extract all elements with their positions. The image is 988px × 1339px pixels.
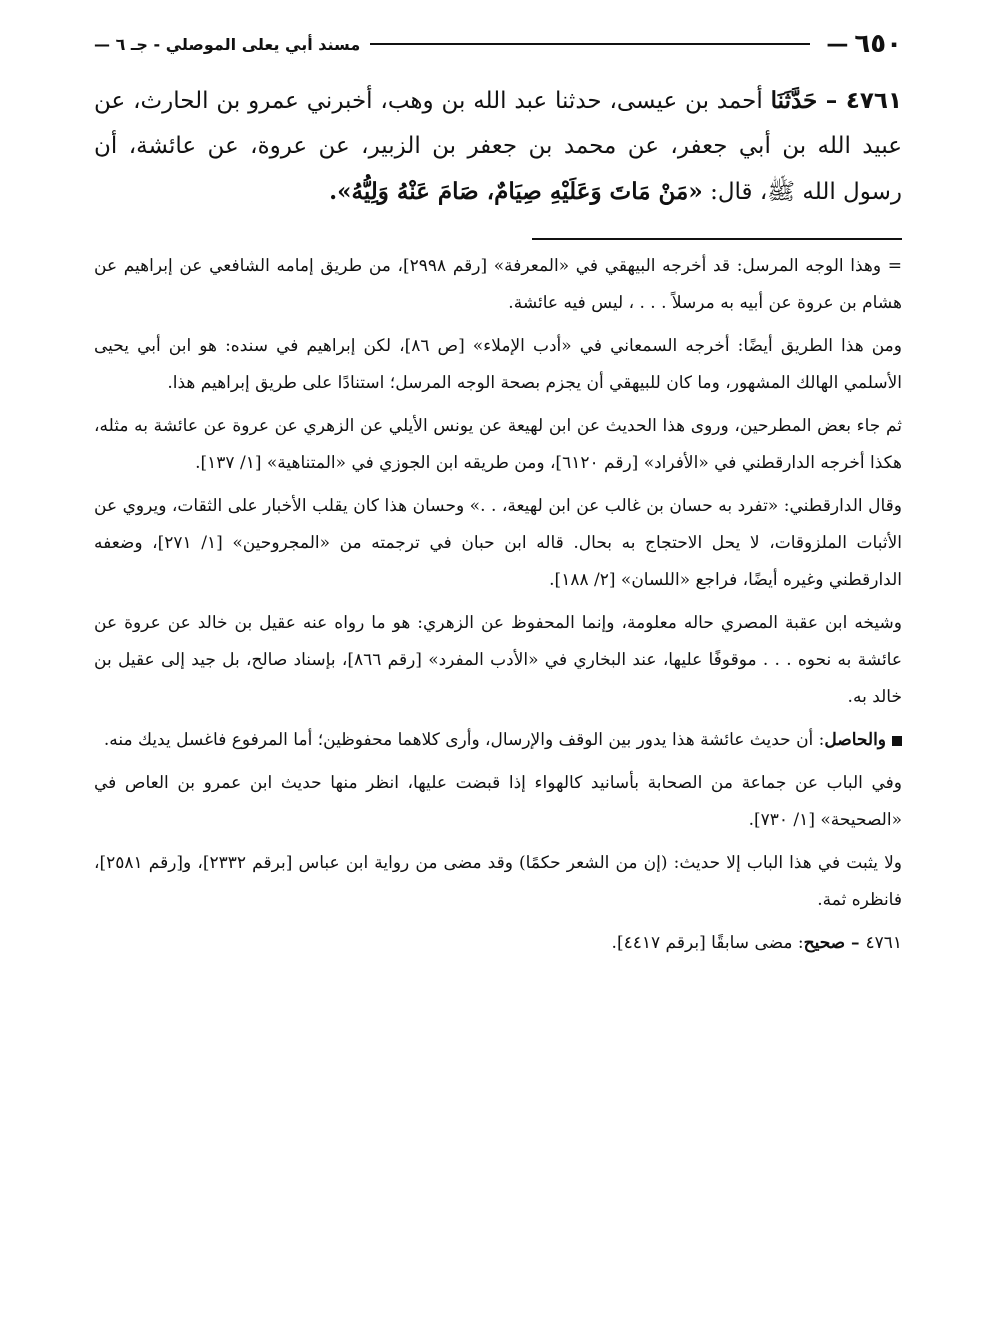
grading-separator: – (845, 933, 866, 953)
page-header (94, 24, 902, 64)
grading-number: ٤٧٦١ (865, 933, 902, 953)
hadith-matn: «مَنْ مَاتَ وَعَلَيْهِ صِيَامٌ، صَامَ عَنْهُ وَلِيُّهُ». (329, 178, 703, 205)
footnote-paragraph: ثم جاء بعض المطرحين، وروى هذا الحديث عن ابن لهيعة عن يونس الأيلي عن الزهري عن عروة عن عائشة به مثله، هكذا أخرجه الدارقطني في «الأفراد» [رقم ٦١٢٠]، ومن طريقه ابن الجوزي في «المتناهية» [١/ ١٣٧]. (94, 416, 902, 473)
header-dash: — (826, 31, 849, 57)
hadith-separator: – (817, 87, 846, 114)
footnote-paragraph: = وهذا الوجه المرسل: قد أخرجه البيهقي في «المعرفة» [رقم ٢٩٩٨]، من طريق إمامه الشافعي عن إبراهيم عن هشام بن عروة عن أبيه به مرسلاً . . . ، ليس فيه عائشة. (94, 248, 902, 322)
grading-line (94, 925, 902, 962)
header-rule (370, 43, 810, 45)
footnote-paragraph: وشيخه ابن عقبة المصري حاله معلومة، وإنما المحفوظ عن الزهري: هو ما رواه عنه عقيل بن خالد عن عروة عن عائشة به نحوه . . . موقوفًا عليها، عند البخاري في «الأدب المفرد» [رقم ٨٦٦]، بإسناد صالح، بل جيد إلى عقيل بن خالد به. (94, 613, 902, 707)
hadith-number: ٤٧٦١ (845, 88, 902, 114)
page-number: ٦٥٠ (854, 29, 902, 59)
page (94, 24, 902, 968)
footnote-separator (532, 238, 902, 240)
hadith-lead: حَدَّثَنَا (770, 87, 818, 114)
grading-text: : مضى سابقًا [برقم ٤٤١٧]. (611, 933, 804, 953)
square-bullet-icon (892, 736, 902, 746)
summary-lead: والحاصل (824, 730, 886, 750)
hadith-isnad: أحمد بن عيسى، حدثنا عبد الله بن وهب، أخبرني عمرو بن الحارث، عن عبيد الله بن أبي جعفر، عن محمد بن جعفر بن الزبير، عن عروة، عن عائشة، أن رسول الله ﷺ، قال: (94, 88, 902, 205)
footnote-paragraph: وفي الباب عن جماعة من الصحابة بأسانيد كالهواء إذا قبضت عليها، انظر منها حديث ابن عمرو بن العاص في «الصحيحة» [١/ ٧٣٠]. (94, 773, 902, 830)
hadith-text (94, 78, 902, 215)
grading-lead: صحيح (803, 933, 846, 953)
running-title: مسند أبي يعلى الموصلي - جـ ٦ — (94, 34, 361, 54)
footnotes (94, 248, 902, 962)
footnote-paragraph: ومن هذا الطريق أيضًا: أخرجه السمعاني في «أدب الإملاء» [ص ٨٦]، لكن إبراهيم في سنده: هو ابن أبي يحيى الأسلمي الهالك المشهور، وما كان للبيهقي أن يجزم بصحة الوجه المرسل؛ استنادًا على طريق إبراهيم هذا. (94, 336, 902, 393)
summary-paragraph (94, 722, 902, 759)
footnote-paragraph: ولا يثبت في هذا الباب إلا حديث: (إن من الشعر حكمًا) وقد مضى من رواية ابن عباس [برقم ٢٣٣٢]، و[رقم ٢٥٨١]، فانظره ثمة. (94, 853, 902, 910)
footnote-paragraph: وقال الدارقطني: «تفرد به حسان بن غالب عن ابن لهيعة، . .» وحسان هذا كان يقلب الأخبار على الثقات، ويروي عن الأثبات الملزوقات، لا يحل الاحتجاج به بحال. قاله ابن حبان في ترجمته من «المجروحين» [١/ ٢٧١]، وضعفه الدارقطني وغيره أيضًا، فراجع «اللسان» [٢/ ١٨٨]. (94, 496, 902, 590)
summary-text: : أن حديث عائشة هذا يدور بين الوقف والإرسال، وأرى كلاهما محفوظين؛ أما المرفوع فاغسل يديك منه. (103, 730, 825, 750)
